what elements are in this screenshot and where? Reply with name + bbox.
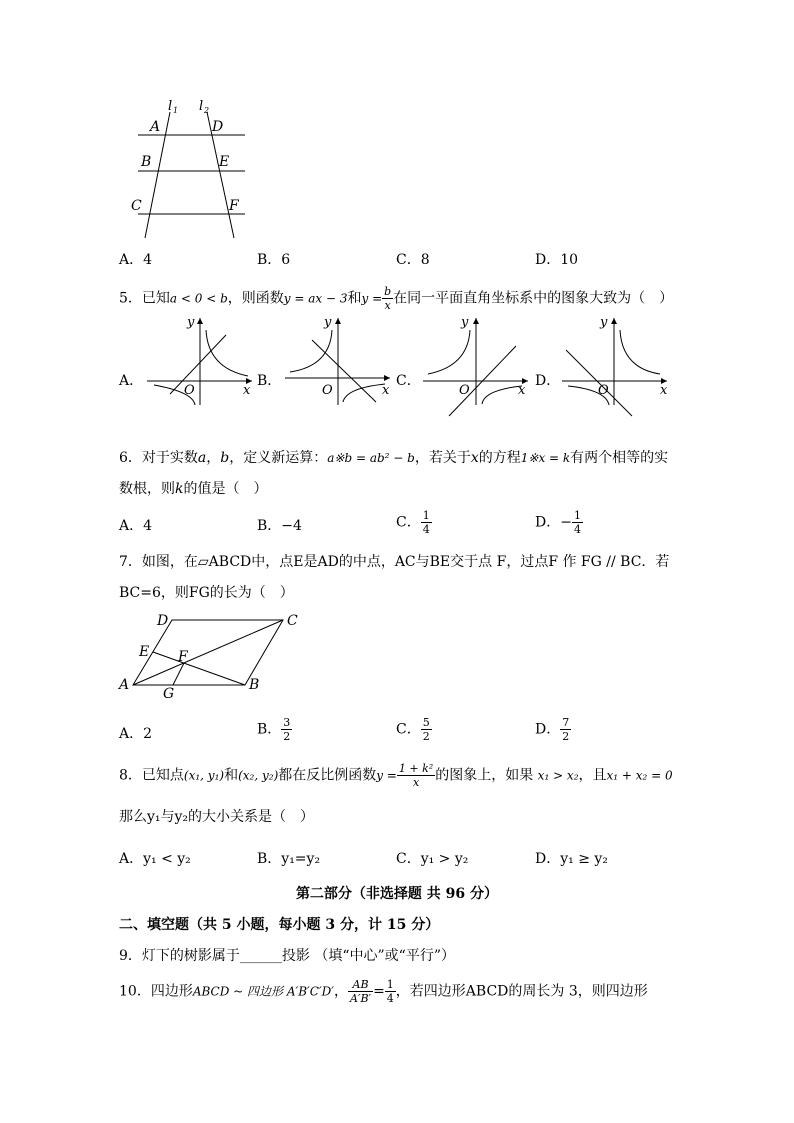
label-l2: l xyxy=(199,99,204,114)
label-l1: l xyxy=(168,99,173,114)
label-D: D xyxy=(212,119,224,135)
q6-option-c: C． $\frac{1}{4}$ xyxy=(396,509,430,536)
q5-label-a: A． xyxy=(119,373,144,389)
q4-option-c: C．8 xyxy=(396,252,430,268)
svg-text:O: O xyxy=(598,383,609,398)
svg-text:y: y xyxy=(187,315,195,330)
q7-option-b: B． $\frac{3}{2}$ xyxy=(257,716,291,743)
svg-text:E: E xyxy=(139,644,150,660)
svg-text:x: x xyxy=(243,383,251,398)
q7-option-c: C． $\frac{5}{2}$ xyxy=(396,716,430,743)
q8-line1: 8．已知点(x₁, y₁)和(x₂, y₂)都在反比例函数y = $\frac{\text{1 + k²}}{x}$ 的图象上，如果 x₁ > x₂，且x₁ + x₂ = 0 xyxy=(119,762,673,789)
svg-text:x: x xyxy=(660,383,668,398)
svg-text:D: D xyxy=(157,613,169,629)
svg-text:y: y xyxy=(461,315,469,330)
q8-line2: 那么y₁与y₂的大小关系是（ ） xyxy=(119,809,315,825)
q5-label-b: B． xyxy=(257,373,282,389)
q4-option-a: A．4 xyxy=(119,252,153,268)
q8-option-a: A．y₁ < y₂ xyxy=(119,851,191,867)
q6-line2: 数根，则k的值是（ ） xyxy=(119,481,268,497)
q8-option-b: B．y₁=y₂ xyxy=(257,851,321,867)
svg-text:O: O xyxy=(184,383,195,398)
svg-text:F: F xyxy=(178,649,188,665)
q7-line2: BC=6，则FG的长为（ ） xyxy=(119,585,294,601)
label-F: F xyxy=(229,198,239,214)
q8-option-d: D．y₁ ≥ y₂ xyxy=(535,851,608,867)
q5-stem: 5．已知a < 0 < b，则函数y = ax − 3和y = $\frac{b}{x}$ 在同一平面直角坐标系中的图象大致为（ ） xyxy=(119,285,674,312)
q9: 9．灯下的树影属于______投影 （填“中心”或“平行”） xyxy=(119,948,455,964)
q7-line1: 7．如图，在▱ABCD中，点E是AD的中点，AC与BE交于点 F，过点F 作 FG // BC．若 xyxy=(119,554,670,570)
svg-text:A: A xyxy=(119,677,130,693)
section-two-heading: 二、填空题（共 5 小题，每小题 3 分，计 15 分） xyxy=(119,917,440,933)
q5-label-d: D． xyxy=(535,373,561,389)
q6-option-a: A．4 xyxy=(119,518,153,534)
svg-text:y: y xyxy=(324,315,332,330)
q6-line1: 6．对于实数a，b，定义新运算：a※b = ab² − b，若关于x的方程1※x = k有两个相等的实 xyxy=(119,450,669,466)
q5-label-c: C． xyxy=(396,373,421,389)
q7-option-a: A．2 xyxy=(119,726,153,742)
svg-text:O: O xyxy=(459,383,470,398)
svg-text:x: x xyxy=(382,383,390,398)
label-A: A xyxy=(150,119,161,135)
q10-line1: 10．四边形ABCD ~ 四边形 A′B′C′D′， $\frac{AB}{A'B'}$ = $\frac{1}{4}$ ，若四边形ABCD的周长为 3，则四边形 xyxy=(119,978,648,1005)
label-C: C xyxy=(131,198,142,214)
svg-text:C: C xyxy=(287,613,298,629)
q6-option-b: B．−4 xyxy=(257,518,302,534)
svg-text:x: x xyxy=(518,383,526,398)
q6-option-d: D．− $\frac{1}{4}$ xyxy=(535,509,581,536)
q4-option-b: B．6 xyxy=(257,252,291,268)
svg-text:y: y xyxy=(600,315,608,330)
q4-option-d: D．10 xyxy=(535,252,579,268)
svg-text:G: G xyxy=(163,686,175,702)
q7-option-d: D． $\frac{7}{2}$ xyxy=(535,716,570,743)
svg-text:B: B xyxy=(249,677,260,693)
part-two-heading: 第二部分（非选择题 共 96 分） xyxy=(295,886,499,902)
svg-text:O: O xyxy=(322,383,333,398)
q8-option-c: C．y₁ > y₂ xyxy=(396,851,469,867)
label-l1-sub: 1 xyxy=(173,106,179,115)
label-E: E xyxy=(219,154,230,170)
label-B: B xyxy=(141,154,152,170)
label-l2-sub: 2 xyxy=(204,106,210,115)
